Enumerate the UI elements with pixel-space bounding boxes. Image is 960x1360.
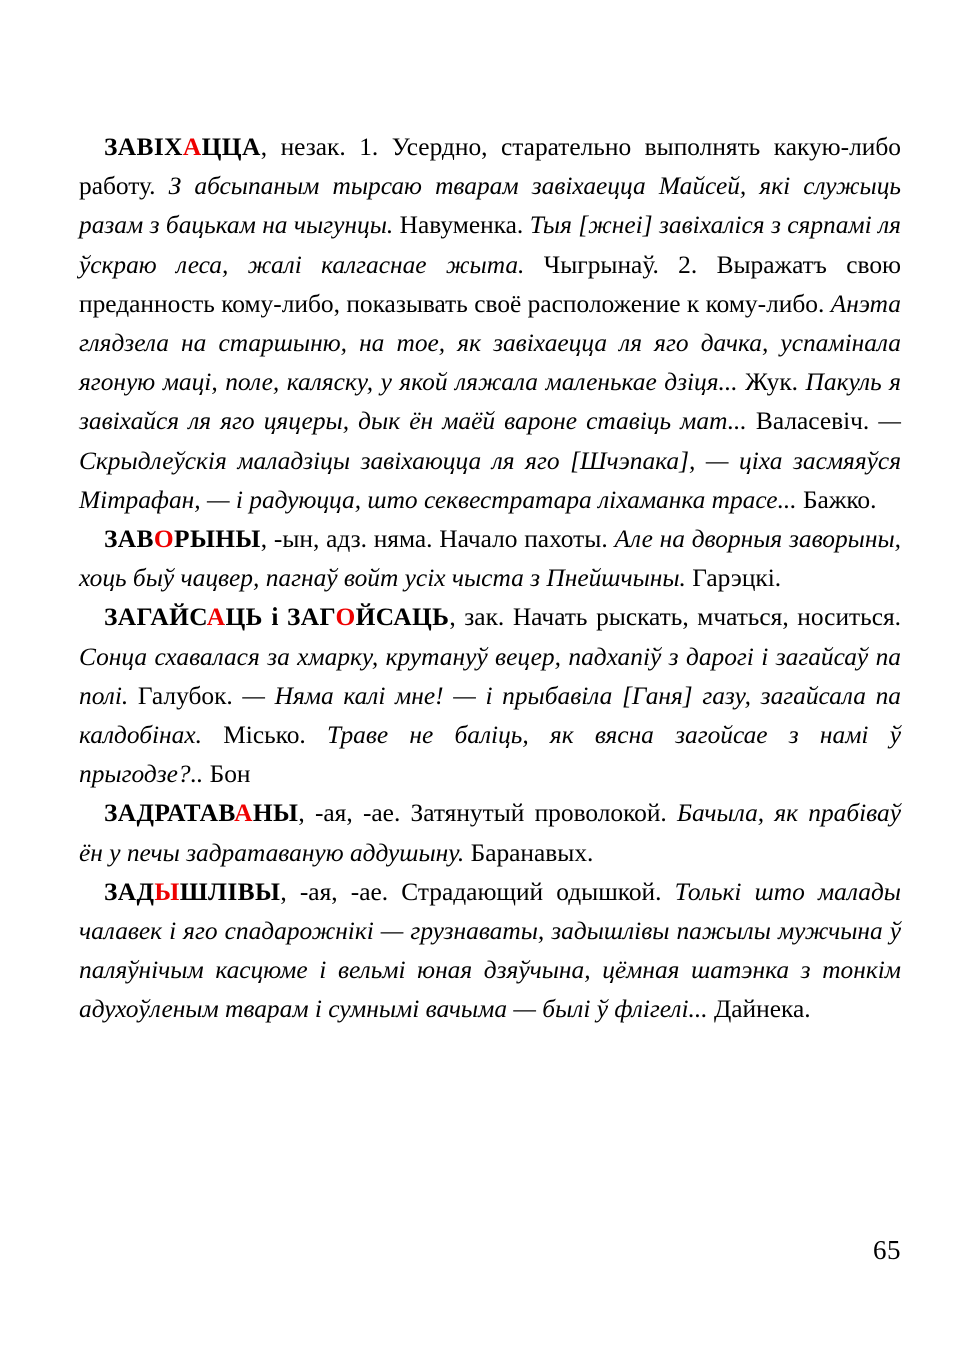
accent-letter: О — [335, 603, 356, 632]
citation-source: Чыгрынаў. — [543, 250, 659, 279]
sense-definition: Выражатъ свою преданность кому-либо, показывать своё расположение к кому-либо. — [79, 250, 901, 318]
sense-definition: Начать рыскать, мчаться, носиться. — [512, 603, 902, 632]
entry-headword: ЗАГАЙСАЦЬ — [104, 603, 263, 632]
citation-source: Галубок. — [137, 681, 233, 710]
entry-headword: ЗАДЫШЛІВЫ — [104, 877, 281, 906]
accent-letter: О — [153, 525, 175, 554]
citation-text: Бачыла, як прабіваў ён у печы задратаваную аддушыну. — [79, 799, 902, 867]
dictionary-entry: ЗАВОРЫНЫ, -ын, адз. няма. Начало пахоты. Але на дворныя заворыны, хоць быў чацвер, пагнаў войт усіх чыста з Пнейшчыны. Гарэцкі. — [79, 525, 901, 593]
citation-text: Але на дворныя заворыны, хоць быў чацвер, пагнаў войт усіх чыста з Пнейшчыны. — [79, 525, 901, 593]
accent-letter: А — [182, 133, 202, 161]
grammar-label: незак. — [280, 133, 346, 161]
citation-text: Анэта глядзела на старшыню, на тое, як завіхаецца ля яго дачка, успамінала ягоную маці, поле, каляску, у якой ляжала маленькае дзіця... — [79, 289, 901, 397]
entry-headword: ЗАВІХАЦЦА — [104, 133, 261, 161]
citation-source: Гарэцкі. — [692, 564, 782, 593]
sense-definition: Затянутый проволокой. — [410, 799, 667, 828]
citation-text: Толькі што малады чалавек і яго спадарожнікі — грузнаваты, задышлівы пажылы мужчына ў паляўнічым касцюме і вельмі юная дзяўчына, цёмная шатэнка з тонкім адухоўленым тварам і сумнымі вачыма — былі ў флігелі... — [79, 877, 901, 1024]
accent-letter: А — [206, 603, 226, 632]
dictionary-entry: ЗАДЫШЛІВЫ, -ая, -ае. Страдающий одышкой. Толькі што малады чалавек і яго спадарожнікі — грузнаваты, задышлівы пажылы мужчына ў паляўнічым касцюме і вельмі юная дзяўчына, цёмная шатэнка з тонкім адухоўленым тварам і сумнымі вачыма — былі ў флігелі... Дайнека. — [79, 877, 901, 1024]
accent-letter: А — [234, 799, 253, 828]
text-column — [79, 128, 901, 1030]
citation-source: Місько. — [223, 721, 306, 750]
dictionary-entry: ЗАГАЙСАЦЬ і ЗАГОЙСАЦЬ, зак. Начать рыскать, мчаться, носиться. Сонца схавалася за хмарку, крутануў вецер, падхапіў з дарогі і загайсаў па полі. Галубок. — Няма калі мне! — і прыбавіла [Ганя] газу, загайсала па калдобінах. Місько. Траве не баліць, як вясна загойсае з намі ў прыгодзе?.. Бон — [79, 603, 902, 789]
page-number: 65 — [873, 1235, 901, 1265]
accent-letter: Ы — [154, 877, 180, 906]
citation-text: Пакуль я завіхайся ля яго цяцеры, дык ён маёй вароне ставіць мат... — [79, 368, 901, 436]
citation-text: — Няма калі мне! — і прыбавіла [Ганя] газу, загайсала па калдобінах. — [79, 681, 901, 750]
dictionary-entry: ЗАВІХАЦЦА, незак. 1. Усердно, старательно выполнять какую-либо работу. З абсыпаным тырсаю тварам завіхаецца Майсей, які служыць разам з бацькам на чыгунцы. Навуменка. Тыя [жнеі] завіхаліся з сярпамі ля ўскраю леса, жалі калгаснае жыта. Чыгрынаў. 2. Выражатъ свою преданность кому-либо, показывать своё расположение к кому-либо. Анэта глядзела на старшыню, на тое, як завіхаецца ля яго дачка, успамінала ягоную маці, поле, каляску, у якой ляжала маленькае дзіця... Жук. Пакуль я завіхайся ля яго цяцеры, дык ён маёй вароне ставіць мат... Валасевіч. — Скрыдлеўскія маладзіцы завіхаюцца ля яго [Шчэпака], — ціха засмяяўся Мітрафан, — і радуюцца, што секвестратара ліхаманка трасе... Бажко. — [79, 133, 901, 514]
citation-text: З абсыпаным тырсаю тварам завіхаецца Майсей, які служыць разам з бацькам на чыгунцы. — [79, 172, 901, 240]
entry-headword: ЗАДРАТАВАНЫ — [104, 799, 299, 828]
sense-definition: Начало пахоты. — [439, 525, 608, 554]
sense-definition: Усердно, старательно выполнять какую-либо работу. — [79, 133, 901, 201]
grammar-label: -ая, -ае. — [314, 799, 401, 828]
headword-conjunction: і — [262, 603, 287, 632]
citation-text: Траве не баліць, як вясна загойсае з намі ў прыгодзе?.. — [79, 721, 901, 789]
citation-text: — Скрыдлеўскія маладзіцы завіхаюцца ля яго [Шчэпака], — ціха засмяяўся Мітрафан, — і радуюцца, што секвестратара ліхаманка трасе... — [79, 407, 901, 514]
citation-source: Бон — [209, 760, 251, 789]
citation-text: Тыя [жнеі] завіхаліся з сярпамі ля ўскраю леса, жалі калгаснае жыта. — [79, 211, 901, 279]
grammar-label: -ая, -ае. — [299, 877, 389, 906]
citation-source: Навуменка. — [399, 211, 524, 240]
citation-source: Дайнека. — [713, 995, 811, 1024]
dictionary-entry: ЗАДРАТАВАНЫ, -ая, -ае. Затянутый проволокой. Бачыла, як прабіваў ён у печы задратаваную аддушыну. Баранавых. — [79, 799, 902, 867]
citation-source: Баранавых. — [470, 838, 594, 867]
grammar-label: -ын, адз. няма. — [273, 525, 433, 554]
citation-source: Жук. — [745, 368, 799, 397]
sense-number: 2. — [678, 250, 698, 279]
citation-source: Бажко. — [802, 485, 877, 514]
citation-text: Сонца схавалася за хмарку, крутануў вецер, падхапіў з дарогі і загайсаў па полі. — [79, 642, 901, 710]
grammar-label: зак. — [464, 603, 505, 632]
entry-headword: ЗАВОРЫНЫ — [104, 525, 261, 554]
citation-source: Валасевіч. — [755, 407, 870, 436]
sense-definition: Страдающий одышкой. — [401, 877, 662, 906]
sense-number: 1. — [359, 133, 379, 161]
entry-headword-variant: ЗАГОЙСАЦЬ — [287, 603, 450, 632]
